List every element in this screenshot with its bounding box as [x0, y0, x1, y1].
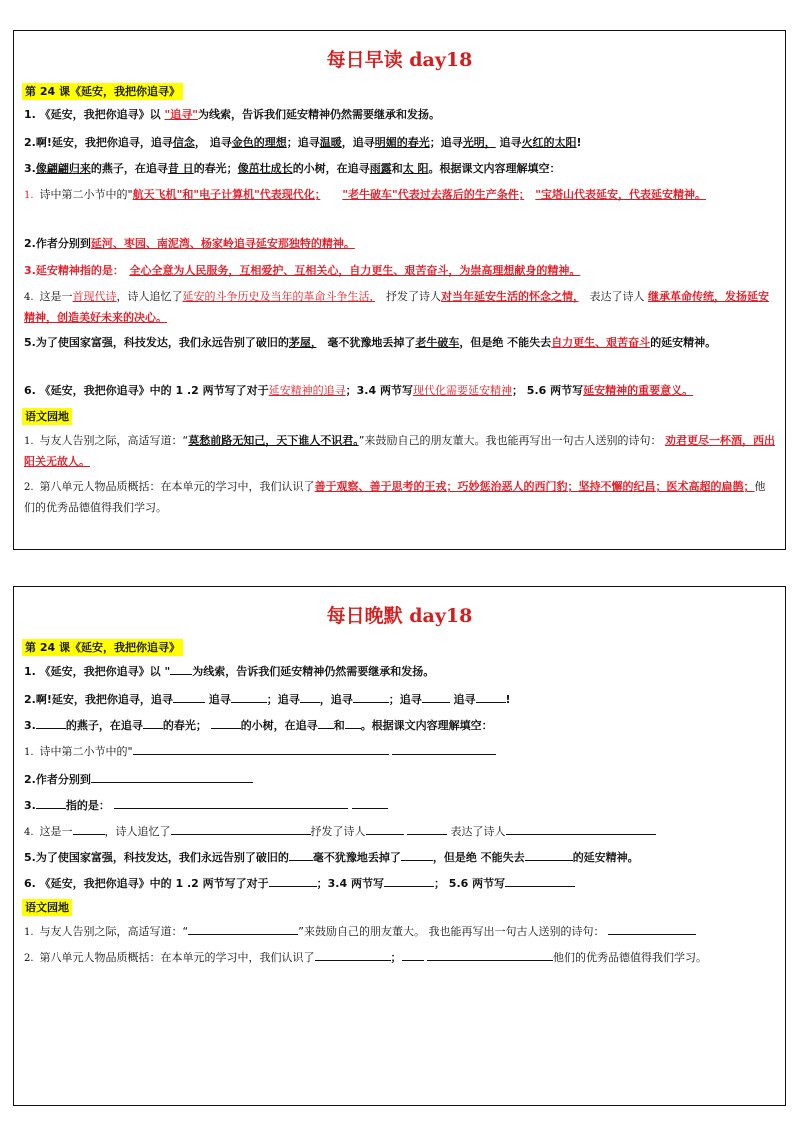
blank-field[interactable] [505, 875, 575, 887]
blank-field[interactable] [506, 823, 656, 835]
morning-q3: 3.延安精神指的是： 全心全意为人民服务，互相爱护、互相关心，自力更生、艰苦奋斗，为崇高理想献身的精神。 [24, 264, 581, 277]
evening-garden-1: 1. 与友人告别之际，高适写道：“ ”来鼓励自己的朋友董大。 我也能再写出一句古人送别的诗句： [24, 923, 775, 941]
evening-line-3: 3. 的燕子，在追寻 的春光； 的小树，在追寻 和 。根据课文内容理解填空： [24, 719, 493, 732]
evening-garden-2: 2. 第八单元人物品质概括：在本单元的学习中，我们认识了 ； 他们的优秀品德值得我们学习。 [24, 951, 708, 964]
blank-field[interactable] [73, 823, 105, 835]
evening-q5: 5.为了使国家富强，科技发达，我们永远告别了破旧的 毫不犹豫地丢掉了 ，但是绝 不能失去 的延安精神。 [24, 851, 639, 864]
blank-field[interactable] [289, 849, 313, 861]
morning-reading-panel [13, 30, 786, 550]
blank-field[interactable] [392, 743, 496, 755]
blank-field[interactable] [91, 771, 253, 783]
blank-field[interactable] [427, 949, 553, 961]
morning-garden-2: 2. 第八单元人物品质概括：在本单元的学习中，我们认识了善于观察、善于思考的王戎；巧妙惩治恶人的西门豹；坚持不懈的纪昌；医术高超的扁鹊；他们的优秀品德值得我们学习。 [24, 480, 766, 514]
blank-field[interactable] [143, 717, 163, 729]
blank-field[interactable] [171, 823, 311, 835]
blank-field[interactable] [133, 743, 389, 755]
morning-title: 每日早读 day18 [326, 49, 473, 71]
blank-field[interactable] [407, 823, 447, 835]
garden-tag: 语文园地 [22, 899, 72, 916]
morning-line-2: 2.啊!延安，我把你追寻，追寻信念， 追寻金色的理想；追寻温暖，追寻明媚的春光；追寻光明， 追寻火红的太阳! [24, 136, 582, 149]
blank-field[interactable] [384, 875, 434, 887]
evening-q2: 2.作者分别到 [24, 771, 775, 788]
blank-field[interactable] [318, 717, 334, 729]
lesson-tag: 第 24 课《延安，我把你追寻》 [22, 83, 183, 100]
morning-q6: 6. 《延安，我把你追寻》中的 1 .2 两节写了对于延安精神的追寻；3.4 两节写现代化需要延安精神； 5.6 两节写延安精神的重要意义。 [24, 384, 694, 397]
blank-field[interactable] [608, 923, 696, 935]
blank-field[interactable] [422, 691, 450, 703]
morning-line-1: 1. 《延安，我把你追寻》以 "追寻"为线索，告诉我们延安精神仍然需要继承和发扬。 [24, 108, 440, 121]
evening-q3: 3. 指的是： [24, 797, 775, 814]
evening-q1: 1. 诗中第二小节中的" [24, 743, 775, 761]
garden-tag: 语文园地 [22, 408, 72, 425]
blank-field[interactable] [352, 797, 388, 809]
blank-field[interactable] [353, 691, 389, 703]
blank-field[interactable] [402, 949, 424, 961]
morning-q4: 4. 这是一首现代诗，诗人追忆了延安的斗争历史及当年的革命斗争生活， 抒发了诗人对当年延安生活的怀念之情， 表达了诗人 继承革命传统，发扬延安精神，创造美好未来的决心。 [24, 290, 770, 324]
evening-q4: 4. 这是一 ，诗人追忆了 抒发了诗人 表达了诗人 [24, 823, 775, 841]
blank-field[interactable] [211, 717, 241, 729]
morning-q2: 2.作者分别到延河、枣园、南泥湾、杨家岭追寻延安那独特的精神。 [24, 237, 355, 250]
blank-field[interactable] [114, 797, 348, 809]
evening-line-2: 2.啊!延安，我把你追寻，追寻 追寻 ；追寻 ，追寻 ；追寻 追寻 ! [24, 693, 511, 706]
evening-dictation-panel [13, 586, 786, 1106]
blank-field[interactable] [345, 717, 361, 729]
morning-line-3: 3.像翩翩归来的燕子，在追寻昔 日的春光；像茁壮成长的小树，在追寻雨露和太 阳。根据课文内容理解填空： [24, 162, 561, 175]
blank-field[interactable] [401, 849, 433, 861]
blank-field[interactable] [188, 923, 298, 935]
blank-field[interactable] [173, 691, 205, 703]
morning-garden-1: 1. 与友人告别之际，高适写道：“莫愁前路无知己，天下谁人不识君。”来鼓励自己的朋友董大。我也能再写出一句古人送别的诗句： 劝君更尽一杯酒，西出阳关无故人。 [24, 434, 775, 468]
evening-line-1: 1. 《延安，我把你追寻》以 " 为线索，告诉我们延安精神仍然需要继承和发扬。 [24, 665, 435, 678]
blank-field[interactable] [525, 849, 573, 861]
blank-field[interactable] [269, 875, 317, 887]
blank-field[interactable] [36, 717, 66, 729]
evening-q6: 6. 《延安，我把你追寻》中的 1 .2 两节写了对于 ；3.4 两节写 ； 5.6 两节写 [24, 875, 775, 892]
blank-field[interactable] [36, 797, 66, 809]
blank-field[interactable] [366, 823, 404, 835]
morning-q5: 5.为了使国家富强，科技发达，我们永远告别了破旧的茅屋， 毫不犹豫地丢掉了老牛破车，但是绝 不能失去自力更生、艰苦奋斗的延安精神。 [24, 336, 717, 349]
blank-field[interactable] [300, 691, 320, 703]
blank-field[interactable] [170, 663, 192, 675]
blank-field[interactable] [231, 691, 267, 703]
blank-field[interactable] [476, 691, 506, 703]
blank-field[interactable] [315, 949, 391, 961]
evening-title: 每日晚默 day18 [326, 605, 473, 627]
morning-q1: 1. 诗中第二小节中的"航天飞机"和"电子计算机"代表现代化； "老牛破车"代表过去落后的生产条件； "宝塔山代表延安，代表延安精神。 [24, 188, 707, 201]
lesson-tag: 第 24 课《延安，我把你追寻》 [22, 639, 183, 656]
